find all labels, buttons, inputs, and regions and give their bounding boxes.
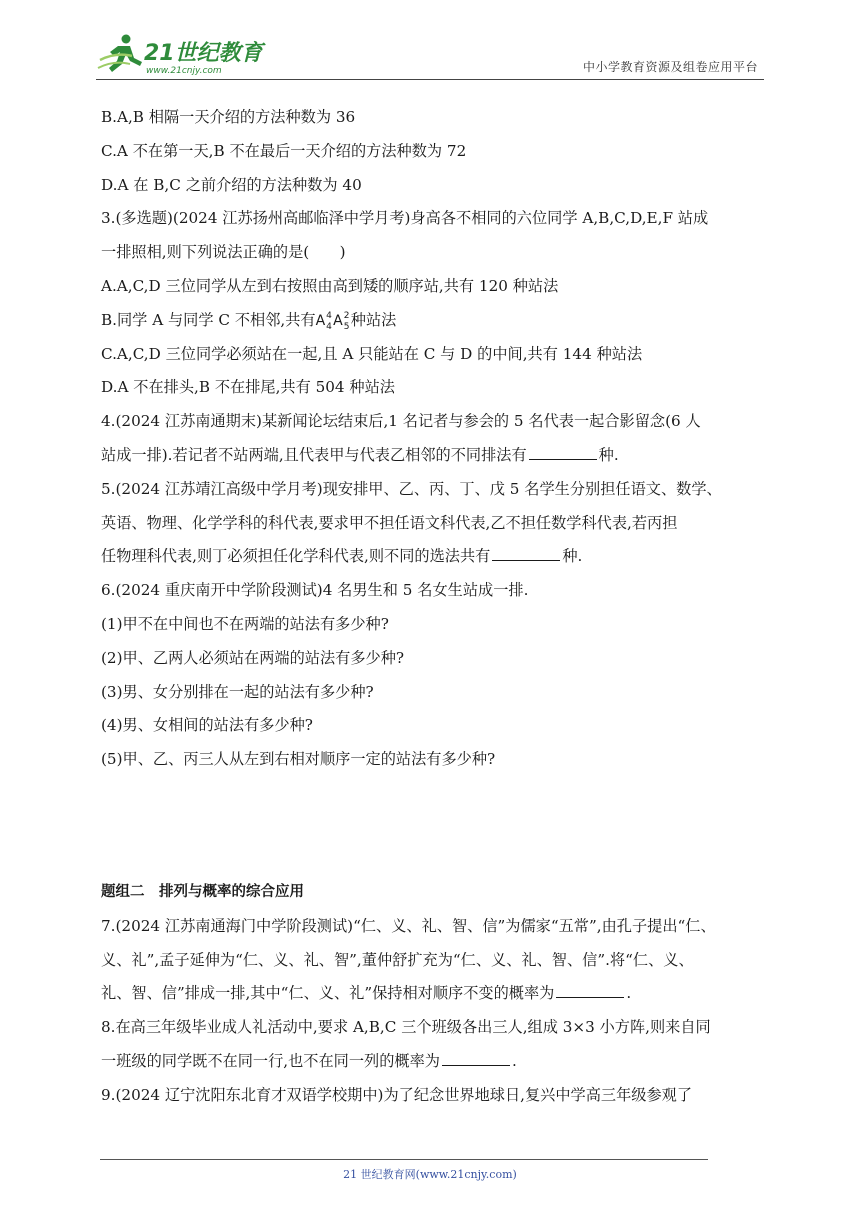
question-7-suffix: . bbox=[626, 984, 632, 1003]
question-6-part-1: (1)甲不在中间也不在两端的站法有多少种? bbox=[101, 614, 389, 633]
option-d-q2: D.A 在 B,C 之前介绍的方法种数为 40 bbox=[101, 175, 362, 194]
permutation-formula bbox=[315, 310, 351, 332]
answer-blank[interactable] bbox=[529, 445, 597, 460]
question-6-stem: 6.(2024 重庆南开中学阶段测试)4 名男生和 5 名女生站成一排. bbox=[101, 581, 529, 600]
question-5-suffix: 种. bbox=[562, 547, 583, 566]
question-5-stem-cont: 英语、物理、化学学科的科代表,要求甲不担任语文科代表,乙不担任数学科代表,若丙担 bbox=[101, 513, 678, 532]
formula-a1-scripts bbox=[325, 310, 333, 332]
formula-a1-sup: 4 bbox=[326, 310, 332, 321]
formula-a2-sup: 2 bbox=[343, 310, 350, 321]
question-7-stem-end bbox=[101, 977, 771, 1011]
platform-name: 中小学教育资源及组卷应用平台 bbox=[582, 60, 758, 74]
question-4-stem-cont bbox=[101, 439, 771, 473]
option-b-q3-suffix: 种站法 bbox=[350, 310, 397, 329]
option-c-q3: C.A,C,D 三位同学必须站在一起,且 A 只能站在 C 与 D 的中间,共有 144 种站法 bbox=[101, 344, 643, 363]
question-7-stem-cont: 义、礼”,孟子延伸为“仁、义、礼、智”,董仲舒扩充为“仁、义、礼、智、信”.将“仁、义、 bbox=[101, 950, 694, 969]
answer-blank[interactable] bbox=[556, 983, 624, 998]
option-c-q2: C.A 不在第一天,B 不在最后一天介绍的方法种数为 72 bbox=[101, 141, 467, 160]
formula-a1: A bbox=[315, 312, 326, 329]
option-d-q3: D.A 不在排头,B 不在排尾,共有 504 种站法 bbox=[101, 378, 395, 397]
question-4-suffix: 种. bbox=[598, 445, 619, 464]
option-a-q3: A.A,C,D 三位同学从左到右按照由高到矮的顺序站,共有 120 种站法 bbox=[101, 276, 559, 295]
question-6-part-2: (2)甲、乙两人必须站在两端的站法有多少种? bbox=[101, 648, 405, 667]
question-8-stem: 8.在高三年级毕业成人礼活动中,要求 A,B,C 三个班级各出三人,组成 3×3 小方阵,则来自同 bbox=[101, 1018, 711, 1037]
question-4-stem: 4.(2024 江苏南通期末)某新闻论坛结束后,1 名记者与参会的 5 名代表一起合影留念(6 人 bbox=[101, 412, 701, 431]
option-b-q3 bbox=[101, 304, 771, 338]
site-logo bbox=[96, 30, 266, 78]
question-4-text: 站成一排).若记者不站两端,且代表甲与代表乙相邻的不同排法有 bbox=[101, 445, 527, 464]
formula-a1-sub: 4 bbox=[326, 321, 332, 332]
section-heading: 题组二 排列与概率的综合应用 bbox=[101, 883, 304, 900]
question-5-stem-end bbox=[101, 540, 771, 574]
question-9-stem: 9.(2024 辽宁沈阳东北育才双语学校期中)为了纪念世界地球日,复兴中学高三年级参观了 bbox=[101, 1085, 693, 1104]
question-6-part-3: (3)男、女分别排在一起的站法有多少种? bbox=[101, 682, 374, 701]
formula-a2-sub: 5 bbox=[343, 321, 350, 332]
question-8-stem-end bbox=[101, 1045, 771, 1079]
answer-blank[interactable] bbox=[492, 546, 560, 561]
formula-a2: A bbox=[333, 312, 343, 329]
question-5-text: 任物理科代表,则丁必须担任化学科代表,则不同的选法共有 bbox=[101, 547, 491, 566]
question-7-text: 礼、智、信”排成一排,其中“仁、义、礼”保持相对顺序不变的概率为 bbox=[101, 984, 555, 1003]
option-b-q3-text: B.同学 A 与同学 C 不相邻,共有 bbox=[101, 310, 316, 329]
question-3-stem: 3.(多选题)(2024 江苏扬州高邮临泽中学月考)身高各不相同的六位同学 A,B,C,D,E,F 站成 bbox=[101, 209, 709, 228]
question-6-part-5: (5)甲、乙、丙三人从左到右相对顺序一定的站法有多少种? bbox=[101, 750, 496, 769]
question-8-suffix: . bbox=[511, 1051, 517, 1070]
answer-blank[interactable] bbox=[442, 1051, 510, 1066]
document-body bbox=[101, 101, 771, 1113]
header-divider bbox=[96, 79, 764, 80]
svg-text:21世纪教育: 21世纪教育 bbox=[144, 41, 263, 66]
page-header bbox=[96, 30, 764, 80]
question-8-text: 一班级的同学既不在同一行,也不在同一列的概率为 bbox=[101, 1051, 440, 1070]
svg-text:www.21cnjy.com: www.21cnjy.com bbox=[146, 66, 222, 76]
page-footer[interactable]: 21 世纪教育网(www.21cnjy.com) bbox=[343, 1168, 517, 1181]
question-3-stem-cont: 一排照相,则下列说法正确的是( ) bbox=[101, 243, 346, 262]
question-5-stem: 5.(2024 江苏靖江高级中学月考)现安排甲、乙、丙、丁、戊 5 名学生分别担任语文、数学、 bbox=[101, 479, 722, 498]
formula-a2-scripts bbox=[343, 310, 351, 332]
question-6-part-4: (4)男、女相间的站法有多少种? bbox=[101, 716, 313, 735]
question-7-stem: 7.(2024 江苏南通海门中学阶段测试)“仁、义、礼、智、信”为儒家“五常”,由孔子提出“仁、 bbox=[101, 916, 716, 935]
footer-divider bbox=[100, 1159, 708, 1160]
option-b-q2: B.A,B 相隔一天介绍的方法种数为 36 bbox=[101, 108, 356, 126]
